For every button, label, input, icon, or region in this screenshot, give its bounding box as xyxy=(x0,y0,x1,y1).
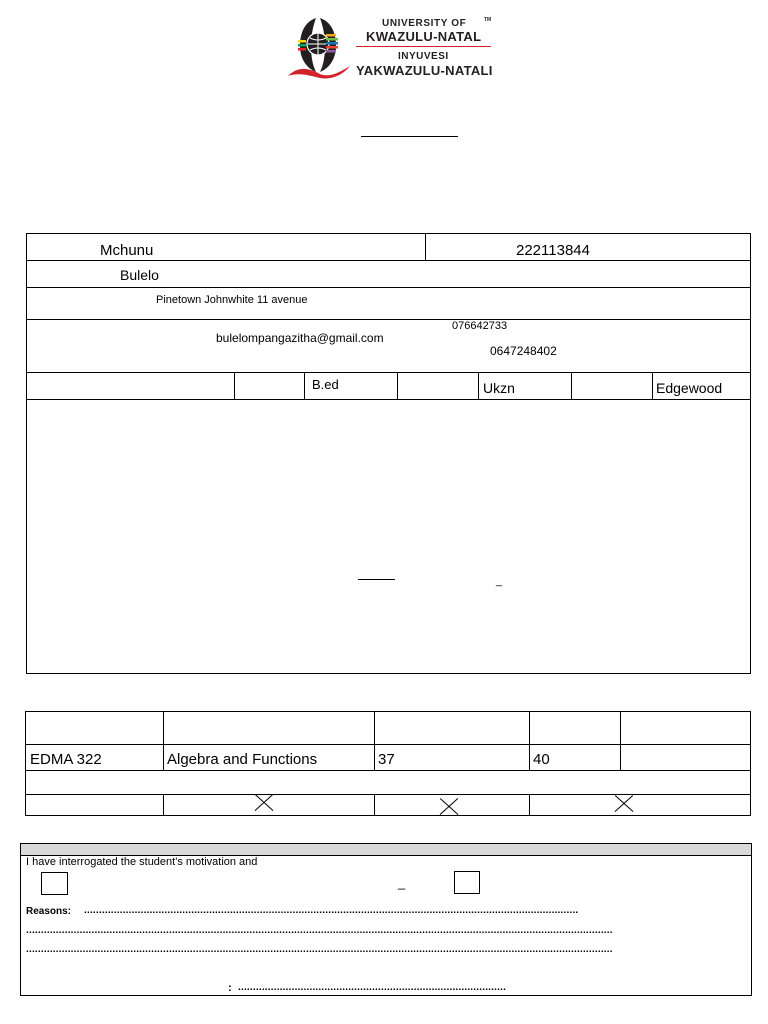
approval-header-bar xyxy=(20,843,752,856)
col-divider xyxy=(163,794,164,816)
row-divider xyxy=(26,319,751,320)
module-mark-2-value[interactable]: 40 xyxy=(533,751,550,768)
cross-mark-icon xyxy=(614,794,634,814)
reasons-label: Reasons: xyxy=(26,906,72,917)
motivation-dash: _ xyxy=(496,575,503,587)
logo-line-3: INYUVESI xyxy=(398,51,449,62)
approval-dash: _ xyxy=(398,875,406,890)
col-divider xyxy=(652,372,653,399)
reasons-dotted-line[interactable]: ..................................................................................................................................................................................................... xyxy=(26,945,613,955)
motivation-underline xyxy=(358,579,395,580)
student-number-value[interactable]: 222113844 xyxy=(516,242,590,259)
campus-value[interactable]: Edgewood xyxy=(656,380,723,396)
logo-divider xyxy=(356,46,491,47)
university-value[interactable]: Ukzn xyxy=(483,380,515,396)
module-mark-1-value[interactable]: 37 xyxy=(378,751,395,768)
approve-checkbox[interactable] xyxy=(41,872,68,895)
address-value[interactable]: Pinetown Johnwhite 11 avenue xyxy=(156,294,308,306)
university-logo xyxy=(286,14,496,82)
reasons-dotted-line[interactable]: ..................................................................................................................................................................................................... xyxy=(26,926,613,936)
col-divider xyxy=(425,233,426,260)
signature-colon: : xyxy=(228,982,232,994)
degree-value[interactable]: B.ed xyxy=(312,377,339,392)
col-divider xyxy=(374,711,375,770)
phone-1-value[interactable]: 076642733 xyxy=(452,320,508,332)
col-divider xyxy=(529,794,530,816)
module-name-value[interactable]: Algebra and Functions xyxy=(167,751,318,768)
title-underline xyxy=(361,136,458,137)
cross-mark-icon xyxy=(254,793,274,813)
student-details-table xyxy=(26,233,751,674)
col-divider xyxy=(304,372,305,399)
col-divider xyxy=(478,372,479,399)
col-divider xyxy=(234,372,235,399)
logo-trademark: TM xyxy=(484,17,492,23)
col-divider xyxy=(620,711,621,770)
signature-dotted-line[interactable]: .......................................................................................... xyxy=(238,983,507,993)
email-value[interactable]: bulelompangazitha@gmail.com xyxy=(216,331,384,345)
row-divider xyxy=(25,744,751,745)
col-divider xyxy=(397,372,398,399)
row-divider xyxy=(26,399,751,400)
logo-line-2: KWAZULU-NATAL xyxy=(366,29,482,44)
logo-line-4: YAKWAZULU-NATALI xyxy=(356,63,493,78)
surname-value[interactable]: Mchunu xyxy=(100,242,154,259)
col-divider xyxy=(571,372,572,399)
module-code-value[interactable]: EDMA 322 xyxy=(30,751,102,768)
logo-line-1: UNIVERSITY OF xyxy=(382,18,467,29)
row-divider xyxy=(26,287,751,288)
first-name-value[interactable]: Bulelo xyxy=(120,267,159,283)
col-divider xyxy=(529,711,530,770)
reasons-dotted-line[interactable]: ...................................................................................................................................................................... xyxy=(84,906,579,916)
approval-statement: I have interrogated the student's motivation and xyxy=(26,856,258,868)
col-divider xyxy=(163,711,164,770)
col-divider xyxy=(374,794,375,816)
cross-mark-icon xyxy=(439,797,459,817)
decline-checkbox[interactable] xyxy=(454,871,480,894)
row-divider xyxy=(26,372,751,373)
logo-emblem-icon xyxy=(286,14,356,82)
row-divider xyxy=(25,794,751,795)
phone-2-value[interactable]: 0647248402 xyxy=(490,344,557,358)
row-divider xyxy=(25,770,751,771)
row-divider xyxy=(26,260,751,261)
